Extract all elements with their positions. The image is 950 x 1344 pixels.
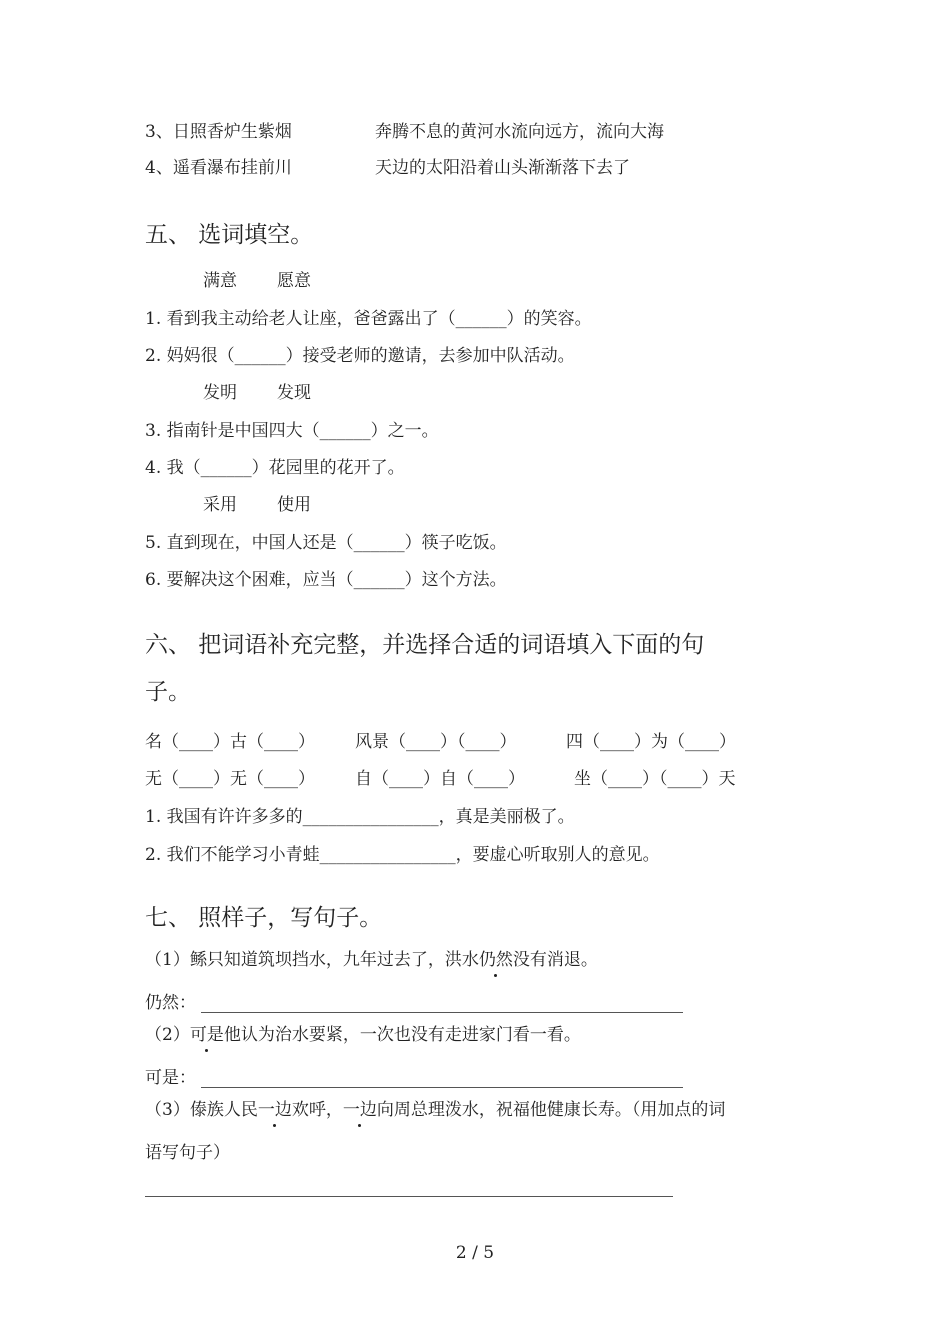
answer-line-2[interactable] xyxy=(201,1087,683,1088)
word-options-1 xyxy=(203,271,311,291)
answer-line-3[interactable] xyxy=(145,1196,673,1197)
idiom-blank: 风景（____）（____） xyxy=(355,732,517,752)
section-6-title: 六、 把词语补充完整，并选择合适的词语填入下面的句 xyxy=(145,632,705,658)
option-word: 使用 xyxy=(277,495,311,515)
example-text: （1）鲧只知道筑坝挡水，九年过去了，洪水 xyxy=(145,950,479,970)
dotted-word: 一边 xyxy=(342,1100,377,1120)
example-text: （3）傣族人民 xyxy=(145,1100,258,1120)
word-options-3 xyxy=(203,495,311,515)
example-2 xyxy=(145,1025,581,1045)
answer-line-1[interactable] xyxy=(201,1012,683,1013)
question-5-5: 5. 直到现在，中国人还是（______）筷子吃饭。 xyxy=(145,533,507,553)
page-number: 2 / 5 xyxy=(455,1243,495,1263)
section-7-title: 七、 照样子，写句子。 xyxy=(145,905,383,931)
dotted-word: 仍然 xyxy=(478,950,513,970)
example-text: 没有消退。 xyxy=(512,950,598,970)
question-5-3: 3. 指南针是中国四大（______）之一。 xyxy=(145,421,439,441)
example-text: （2） xyxy=(145,1025,190,1045)
idiom-blank: 坐（____）（____）天 xyxy=(574,769,736,789)
option-word: 发现 xyxy=(277,383,311,403)
match-left: 4、遥看瀑布挂前川 xyxy=(145,158,292,178)
match-row-4 xyxy=(145,158,630,178)
idiom-blank: 四（____）为（____） xyxy=(566,732,736,752)
question-6-1: 1. 我国有许许多多的________________，真是美丽极了。 xyxy=(145,807,575,827)
example-text: 欢呼， xyxy=(291,1100,343,1120)
idiom-blank: 名（____）古（____） xyxy=(145,732,315,752)
answer-label-2: 可是： xyxy=(145,1068,196,1088)
dotted-word: 可是 xyxy=(189,1025,224,1045)
question-5-6: 6. 要解决这个困难，应当（______）这个方法。 xyxy=(145,570,507,590)
example-1 xyxy=(145,950,598,970)
match-row-3 xyxy=(145,122,664,142)
idiom-blank: 无（____）无（____） xyxy=(145,769,315,789)
example-3 xyxy=(145,1100,725,1120)
question-5-4: 4. 我（______）花园里的花开了。 xyxy=(145,458,405,478)
match-right: 天边的太阳沿着山头渐渐落下去了 xyxy=(375,158,630,178)
question-5-2: 2. 妈妈很（______）接受老师的邀请，去参加中队活动。 xyxy=(145,346,575,366)
match-left: 3、日照香炉生紫烟 xyxy=(145,122,292,142)
question-6-2: 2. 我们不能学习小青蛙________________，要虚心听取别人的意见。 xyxy=(145,845,660,865)
match-right: 奔腾不息的黄河水流向远方，流向大海 xyxy=(375,122,664,142)
example-text: 向周总理泼水，祝福他健康长寿。（用加点的词 xyxy=(376,1100,726,1120)
option-word: 发明 xyxy=(203,383,237,403)
answer-label-1: 仍然： xyxy=(145,993,196,1013)
option-word: 采用 xyxy=(203,495,237,515)
idiom-blank: 自（____）自（____） xyxy=(355,769,525,789)
dotted-word: 一边 xyxy=(257,1100,292,1120)
example-text: 他认为治水要紧，一次也没有走进家门看一看。 xyxy=(223,1025,581,1045)
section-6-title-cont: 子。 xyxy=(145,679,191,705)
word-options-2 xyxy=(203,383,311,403)
question-5-1: 1. 看到我主动给老人让座，爸爸露出了（______）的笑容。 xyxy=(145,309,592,329)
example-3-cont: 语写句子） xyxy=(145,1143,230,1163)
option-word: 愿意 xyxy=(277,271,311,291)
section-5-title: 五、 选词填空。 xyxy=(145,222,314,248)
option-word: 满意 xyxy=(203,271,237,291)
